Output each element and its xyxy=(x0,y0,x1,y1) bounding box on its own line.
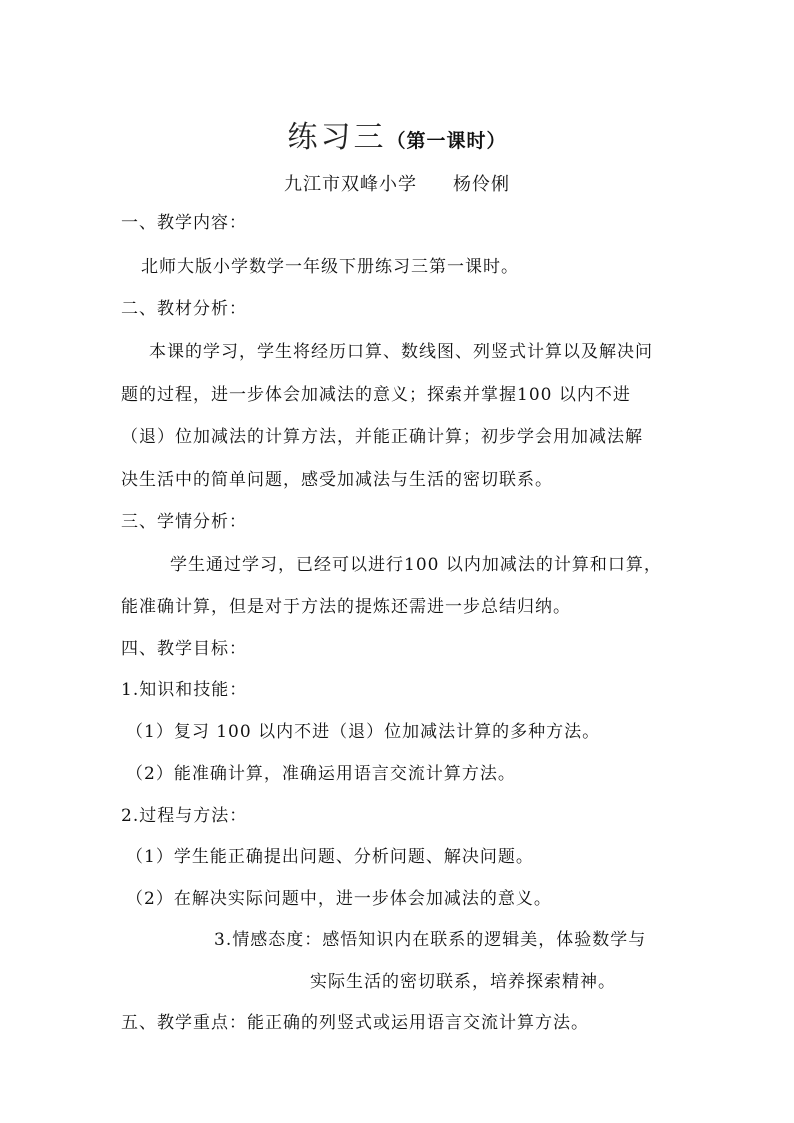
section-heading-goals: 四、教学目标： xyxy=(121,639,247,659)
student-line-1: 学生通过学习，已经可以进行100 以内加减法的计算和口算， xyxy=(170,555,662,575)
document-title xyxy=(0,112,794,156)
section-heading-material: 二、教材分析： xyxy=(121,299,247,319)
goal2-item-1: （1）学生能正确提出问题、分析问题、解决问题。 xyxy=(126,847,534,867)
material-line-2: 题的过程，进一步体会加减法的意义；探索并掌握100 以内不进 xyxy=(121,385,631,405)
student-line-2: 能准确计算，但是对于方法的提炼还需进一步总结归纳。 xyxy=(121,597,571,617)
section-key-point: 五、教学重点：能正确的列竖式或运用语言交流计算方法。 xyxy=(121,1013,589,1033)
material-line-3: （退）位加减法的计算方法，并能正确计算；初步学会用加减法解 xyxy=(121,427,643,447)
author-school: 九江市双峰小学 xyxy=(284,174,417,195)
goal3-line-2: 实际生活的密切联系，培养探索精神。 xyxy=(310,972,616,992)
section-heading-student: 三、学情分析： xyxy=(121,512,247,532)
goal1-item-2: （2）能准确计算，准确运用语言交流计算方法。 xyxy=(126,764,516,784)
content-text: 北师大版小学数学一年级下册练习三第一课时。 xyxy=(141,257,519,277)
goal3-line-1: 3.情感态度：感悟知识内在联系的逻辑美，体验数学与 xyxy=(214,930,647,950)
goal2-item-2: （2）在解决实际问题中，进一步体会加减法的意义。 xyxy=(126,889,552,909)
goal2-heading: 2.过程与方法： xyxy=(121,806,248,826)
section-heading-content: 一、教学内容： xyxy=(121,213,247,233)
title-main: 练习三 xyxy=(287,120,387,155)
material-line-1: 本课的学习，学生将经历口算、数线图、列竖式计算以及解决问 xyxy=(149,342,653,362)
author-line xyxy=(0,170,794,196)
goal1-item-1: （1）复习 100 以内不进（退）位加减法计算的多种方法。 xyxy=(126,722,601,742)
title-subtitle: （第一课时） xyxy=(386,130,507,152)
material-line-4: 决生活中的简单问题，感受加减法与生活的密切联系。 xyxy=(121,470,553,490)
goal1-heading: 1.知识和技能： xyxy=(121,680,248,700)
author-name: 杨伶俐 xyxy=(453,174,510,195)
